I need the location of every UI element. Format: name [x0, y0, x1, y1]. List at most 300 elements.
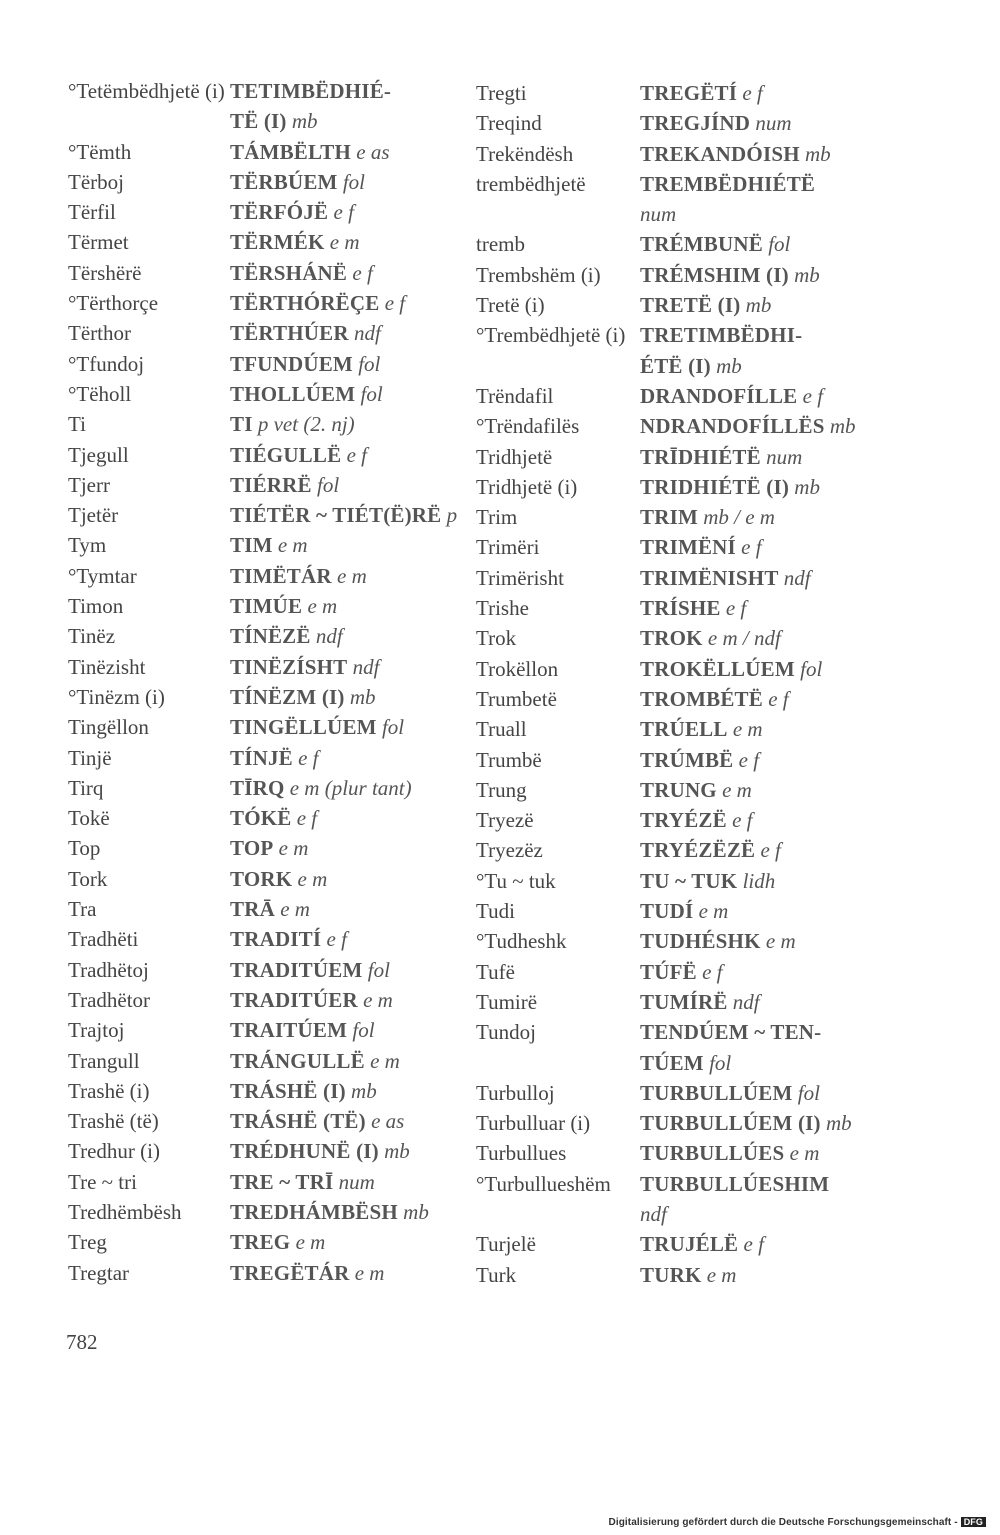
dictionary-entry: [476, 1169, 856, 1199]
headword: Tërboj: [68, 169, 124, 194]
grammar-label: num: [338, 1169, 375, 1194]
headword: Trimërisht: [476, 565, 564, 590]
grammar-label: mb: [804, 141, 831, 166]
equivalent-form: TËRTHÚER: [230, 321, 349, 346]
arbresh-equivalent: [230, 470, 339, 500]
headword: Tregti: [476, 81, 527, 105]
grammar-label: mb: [403, 1199, 429, 1224]
grammar-label: e as: [356, 139, 390, 164]
headword: °Tfundoj: [68, 351, 145, 376]
headword: °Tëholl: [68, 381, 132, 406]
arbresh-equivalent: [230, 379, 383, 409]
headword: Tundoj: [476, 1020, 536, 1045]
dictionary-entry: [476, 1048, 856, 1078]
dictionary-entry: [476, 442, 856, 472]
headword: Treg: [68, 1230, 107, 1255]
grammar-label: num: [755, 111, 792, 136]
headword: Turbulloj: [476, 1080, 555, 1105]
headword: Trok: [476, 626, 517, 651]
grammar-label: e m: [765, 929, 796, 954]
grammar-label: e f: [738, 747, 760, 772]
equivalent-form: TRIMËNÍ: [640, 535, 736, 560]
arbresh-equivalent: [230, 1046, 400, 1076]
equivalent-form: TRÉMSHIM (I): [640, 262, 789, 287]
equivalent-form: TRADITÚEM: [230, 957, 363, 982]
dictionary-entry: [68, 258, 448, 288]
equivalent-form: TIÉRRË: [230, 472, 312, 497]
arbresh-equivalent: [640, 593, 746, 623]
dictionary-entry: [68, 591, 448, 621]
dictionary-entry: [68, 379, 448, 409]
equivalent-form: TIMÚE: [230, 594, 303, 619]
arbresh-equivalent: [640, 199, 676, 229]
equivalent-form: TRAITÚEM: [230, 1018, 348, 1043]
grammar-label: e f: [702, 959, 723, 984]
arbresh-equivalent: [640, 1108, 852, 1138]
dictionary-entry: [476, 290, 856, 320]
grammar-label: p: [446, 503, 458, 528]
headword: Tradhëti: [68, 927, 139, 952]
dictionary-entry: [68, 955, 448, 985]
arbresh-equivalent: [640, 290, 771, 320]
equivalent-form: TURBULLÚEM: [640, 1080, 793, 1105]
grammar-label: e m: [329, 230, 360, 255]
grammar-label: e m: [789, 1141, 820, 1166]
dictionary-entry: [476, 169, 856, 199]
equivalent-form: TOP: [230, 836, 274, 861]
arbresh-equivalent: [640, 957, 722, 987]
arbresh-equivalent: [640, 835, 781, 865]
dictionary-entry: [476, 654, 856, 684]
grammar-label: e m: [277, 533, 308, 558]
headword: Tym: [68, 533, 107, 558]
arbresh-equivalent: [640, 1169, 829, 1199]
headword: Tufë: [476, 959, 515, 984]
grammar-label: num: [640, 202, 677, 227]
headword: Trashë (të): [68, 1109, 159, 1134]
headword: Tryezëz: [476, 838, 543, 863]
dictionary-entry: [476, 866, 856, 896]
headword: Tork: [68, 866, 108, 891]
headword: °Tu ~ tuk: [476, 868, 556, 893]
equivalent-form: TINËZÍSHT: [230, 654, 348, 679]
arbresh-equivalent: [230, 955, 390, 985]
equivalent-form: TRĀ: [230, 897, 275, 922]
headword: °Tëmth: [68, 139, 132, 164]
headword: Trokëllon: [476, 656, 559, 681]
grammar-label: e m: [354, 1260, 385, 1285]
grammar-label: e m: [363, 987, 393, 1012]
equivalent-form: TËRMÉK: [230, 230, 325, 255]
arbresh-equivalent: [640, 320, 802, 350]
arbresh-equivalent: [230, 743, 319, 773]
equivalent-form: TRETIMBËDHI-: [640, 323, 803, 348]
dictionary-entry: [476, 1017, 856, 1047]
dfg-logo: DFG: [961, 1517, 986, 1527]
equivalent-form: TÍNJË: [230, 745, 293, 770]
grammar-label: fol: [709, 1050, 732, 1075]
grammar-label: lidh: [742, 868, 776, 893]
dictionary-entry: [68, 318, 448, 348]
arbresh-equivalent: [230, 440, 367, 470]
dictionary-entry: [68, 409, 448, 439]
arbresh-equivalent: [640, 169, 815, 199]
equivalent-form: TRADITÚER: [230, 987, 358, 1012]
equivalent-form: TROK: [640, 626, 703, 651]
arbresh-equivalent: [230, 803, 317, 833]
arbresh-equivalent: [640, 775, 752, 805]
dictionary-entry: [68, 500, 458, 530]
equivalent-form: TUDÍ: [640, 899, 694, 924]
headword: Tretë (i): [476, 293, 545, 318]
dictionary-entry: [68, 1136, 448, 1166]
headword: Tregtar: [68, 1260, 130, 1285]
dictionary-entry: [476, 775, 856, 805]
equivalent-form: TREG: [230, 1230, 291, 1255]
arbresh-equivalent: [230, 773, 412, 803]
equivalent-form: TRIMËNISHT: [640, 565, 779, 590]
equivalent-form: TRETË (I): [640, 293, 741, 318]
arbresh-equivalent: [230, 137, 390, 167]
arbresh-equivalent: [640, 78, 763, 108]
dictionary-entry: [68, 682, 448, 712]
arbresh-equivalent: [640, 684, 789, 714]
arbresh-equivalent: [230, 591, 337, 621]
equivalent-form: TRÁSHË (TË): [230, 1109, 366, 1134]
dictionary-entry: [68, 137, 448, 167]
headword: Tjegull: [68, 442, 129, 467]
arbresh-equivalent: [230, 1076, 377, 1106]
grammar-label: e m: [278, 836, 309, 861]
grammar-label: e m (plur tant): [289, 775, 412, 800]
arbresh-equivalent: [640, 563, 811, 593]
dictionary-entry: [68, 227, 448, 257]
arbresh-equivalent: [230, 1167, 375, 1197]
arbresh-equivalent: [230, 1015, 375, 1045]
equivalent-form: TROKËLLÚEM: [640, 656, 795, 681]
dictionary-entry: [68, 712, 448, 742]
headword: Trekëndësh: [476, 141, 574, 166]
dictionary-entry: [68, 1167, 448, 1197]
dictionary-entry: [68, 773, 448, 803]
arbresh-equivalent: [640, 805, 752, 835]
dictionary-entry: [476, 1260, 856, 1290]
equivalent-form: TRUNG: [640, 777, 717, 802]
equivalent-form: TRÁSHË (I): [230, 1078, 346, 1103]
arbresh-equivalent: [640, 442, 802, 472]
grammar-label: fol: [342, 169, 366, 194]
equivalent-form: TURBULLÚESHIM: [640, 1171, 830, 1196]
grammar-label: e f: [732, 808, 753, 833]
equivalent-form: TË (I): [230, 109, 287, 134]
headword: °Tinëzm (i): [68, 684, 165, 709]
headword: °Tetëmbëdhjetë (i): [68, 79, 225, 103]
grammar-label: e m: [297, 866, 328, 891]
headword: Tërmet: [68, 230, 129, 255]
dictionary-entry: [476, 684, 856, 714]
grammar-label: fol: [358, 351, 381, 376]
dictionary-entry: [476, 78, 856, 108]
grammar-label: mb: [745, 293, 772, 318]
equivalent-form: TËRFÓJË: [230, 200, 329, 225]
dictionary-entry: [68, 894, 448, 924]
headword: °Tymtar: [68, 563, 137, 588]
dictionary-entry: [68, 288, 448, 318]
dictionary-entry: [68, 833, 448, 863]
equivalent-form: TRÚELL: [640, 717, 728, 742]
equivalent-form: TRADITÍ: [230, 927, 322, 952]
arbresh-equivalent: [230, 1258, 384, 1288]
equivalent-form: TRE ~ TRĪ: [230, 1169, 334, 1194]
dictionary-entry: [68, 76, 448, 106]
dictionary-entry: [476, 563, 856, 593]
dictionary-entry: [476, 139, 856, 169]
grammar-label: mb: [291, 109, 318, 134]
equivalent-form: TËRSHÁNË: [230, 260, 348, 285]
dictionary-entry: [476, 260, 856, 290]
grammar-label: e f: [296, 806, 318, 831]
dictionary-entry: [68, 167, 448, 197]
grammar-label: ndf: [352, 654, 380, 679]
arbresh-equivalent: [230, 894, 310, 924]
arbresh-equivalent: [230, 1197, 429, 1227]
arbresh-equivalent: [640, 108, 792, 138]
dictionary-entry: [68, 1106, 448, 1136]
arbresh-equivalent: [230, 924, 347, 954]
arbresh-equivalent: [230, 106, 318, 136]
headword: Turk: [476, 1262, 517, 1287]
arbresh-equivalent: [230, 500, 457, 530]
headword: Tokë: [68, 806, 110, 831]
headword: Treqind: [476, 111, 542, 136]
arbresh-equivalent: [640, 1017, 821, 1047]
equivalent-form: TRÚMBË: [640, 747, 734, 772]
arbresh-equivalent: [640, 926, 796, 956]
equivalent-form: TIÉTËR ~ TIÉT(Ë)RË: [230, 503, 442, 528]
grammar-label: mb: [349, 684, 376, 709]
equivalent-form: TÚFË: [640, 959, 697, 984]
equivalent-form: TREGËTÁR: [230, 1260, 350, 1285]
arbresh-equivalent: [640, 381, 823, 411]
grammar-label: mb: [825, 1111, 852, 1136]
equivalent-form: TFUNDÚEM: [230, 351, 353, 376]
headword: Tridhjetë (i): [476, 474, 578, 499]
arbresh-equivalent: [230, 197, 354, 227]
equivalent-form: TÁMBËLTH: [230, 139, 352, 164]
arbresh-equivalent: [640, 532, 762, 562]
dictionary-entry: [476, 472, 856, 502]
dictionary-entry: [68, 864, 448, 894]
arbresh-equivalent: [230, 1106, 404, 1136]
grammar-label: e m: [698, 899, 729, 924]
dictionary-entry: [476, 745, 856, 775]
grammar-label: e f: [802, 383, 824, 408]
equivalent-form: TETIMBËDHIÉ-: [230, 79, 392, 103]
grammar-label: fol: [316, 472, 340, 497]
equivalent-form: TIMËTÁR: [230, 563, 332, 588]
grammar-label: num: [766, 444, 803, 469]
arbresh-equivalent: [230, 833, 308, 863]
equivalent-form: TENDÚEM ~ TEN-: [640, 1020, 822, 1045]
headword: °Tërthorçe: [68, 291, 159, 316]
equivalent-form: NDRANDOFÍLLËS: [640, 414, 825, 439]
grammar-label: e f: [384, 291, 406, 316]
grammar-label: e f: [768, 686, 789, 711]
equivalent-form: ÉTË (I): [640, 353, 711, 378]
headword: Tjerr: [68, 472, 110, 497]
grammar-label: e f: [346, 442, 367, 467]
arbresh-equivalent: [230, 76, 391, 106]
grammar-label: e m: [706, 1262, 737, 1287]
dictionary-entry: [68, 1046, 448, 1076]
equivalent-form: TÍNËZM (I): [230, 684, 345, 709]
headword: Tridhjetë: [476, 444, 553, 469]
equivalent-form: TIÉGULLË: [230, 442, 342, 467]
headword: °Turbullueshëm: [476, 1171, 611, 1196]
grammar-label: e f: [326, 927, 347, 952]
dictionary-entry: [476, 1138, 856, 1168]
headword: °Trembëdhjetë (i): [476, 323, 626, 348]
equivalent-form: TRÉMBUNË: [640, 232, 763, 257]
dictionary-entry: [476, 229, 856, 259]
arbresh-equivalent: [230, 349, 380, 379]
arbresh-equivalent: [640, 260, 820, 290]
dictionary-entry: [476, 199, 856, 229]
equivalent-form: TËRBÚEM: [230, 169, 338, 194]
grammar-label: e m: [295, 1230, 326, 1255]
grammar-label: e m: [370, 1048, 400, 1073]
grammar-label: ndf: [315, 624, 343, 649]
equivalent-form: TUMÍRË: [640, 989, 728, 1014]
grammar-label: fol: [352, 1018, 375, 1043]
arbresh-equivalent: [640, 987, 760, 1017]
grammar-label: e f: [742, 81, 763, 105]
arbresh-equivalent: [640, 1048, 731, 1078]
equivalent-form: TRIM: [640, 505, 698, 530]
arbresh-equivalent: [230, 167, 365, 197]
grammar-label: e m: [307, 594, 338, 619]
grammar-label: fol: [768, 232, 791, 257]
dictionary-entry: [476, 714, 856, 744]
grammar-label: e f: [725, 596, 747, 621]
dictionary-entry: [476, 957, 856, 987]
dictionary-entry: [476, 926, 856, 956]
headword: Timon: [68, 594, 124, 619]
equivalent-form: TROMBÉTË: [640, 686, 763, 711]
headword: Tre ~ tri: [68, 1169, 137, 1194]
equivalent-form: TÚEM: [640, 1050, 704, 1075]
grammar-label: fol: [360, 381, 383, 406]
headword: trembëdhjetë: [476, 171, 586, 196]
equivalent-form: TĪRQ: [230, 775, 285, 800]
arbresh-equivalent: [640, 1229, 764, 1259]
headword: Tërfil: [68, 200, 116, 225]
grammar-label: mb: [384, 1139, 410, 1164]
headword: Trishe: [476, 596, 529, 621]
headword: Tjetër: [68, 503, 119, 528]
dictionary-entry: [68, 652, 448, 682]
headword: Tredhur (i): [68, 1139, 160, 1164]
headword: tremb: [476, 232, 525, 257]
equivalent-form: TUDHÉSHK: [640, 929, 761, 954]
grammar-label: e m: [337, 563, 367, 588]
arbresh-equivalent: [640, 1078, 820, 1108]
dictionary-entry: [476, 532, 856, 562]
arbresh-equivalent: [640, 1260, 736, 1290]
headword: Tra: [68, 897, 97, 922]
dictionary-entry: [68, 349, 448, 379]
arbresh-equivalent: [640, 623, 781, 653]
dictionary-entry: [476, 1199, 856, 1229]
dictionary-entry: [68, 530, 448, 560]
headword: Trangull: [68, 1048, 140, 1073]
arbresh-equivalent: [230, 561, 367, 591]
equivalent-form: TRĪDHIÉTË: [640, 444, 761, 469]
equivalent-form: THOLLÚEM: [230, 381, 356, 406]
arbresh-equivalent: [640, 351, 742, 381]
equivalent-form: TREMBËDHIÉTË: [640, 171, 816, 196]
arbresh-equivalent: [230, 1136, 410, 1166]
arbresh-equivalent: [640, 502, 775, 532]
arbresh-equivalent: [640, 866, 775, 896]
grammar-label: fol: [797, 1080, 820, 1105]
equivalent-form: TÍNËZË: [230, 624, 311, 649]
arbresh-equivalent: [230, 864, 327, 894]
equivalent-form: TU ~ TUK: [640, 868, 738, 893]
dictionary-entry: [476, 502, 856, 532]
grammar-label: ndf: [640, 1201, 667, 1226]
headword: Trajtoj: [68, 1018, 125, 1043]
dictionary-entry: [68, 803, 448, 833]
grammar-label: e f: [743, 1232, 764, 1257]
arbresh-equivalent: [230, 530, 308, 560]
arbresh-equivalent: [230, 682, 376, 712]
equivalent-form: TRUJÉLË: [640, 1232, 739, 1257]
arbresh-equivalent: [640, 1199, 667, 1229]
headword: Ti: [68, 412, 86, 437]
headword: Tërthor: [68, 321, 131, 346]
equivalent-form: TRÉDHUNË (I): [230, 1139, 379, 1164]
arbresh-equivalent: [230, 288, 405, 318]
dictionary-entry: [476, 623, 856, 653]
headword: Top: [68, 836, 101, 861]
dictionary-entry: [68, 924, 448, 954]
dictionary-entry: [68, 440, 448, 470]
arbresh-equivalent: [640, 472, 820, 502]
grammar-label: e f: [760, 838, 781, 863]
grammar-label: fol: [367, 957, 390, 982]
grammar-label: e f: [741, 535, 762, 560]
headword: Turjelë: [476, 1232, 536, 1257]
dictionary-entry: [476, 896, 856, 926]
headword: Trumbë: [476, 747, 542, 772]
equivalent-form: TREKANDÓISH: [640, 141, 800, 166]
headword: Tirq: [68, 775, 104, 800]
arbresh-equivalent: [230, 258, 373, 288]
grammar-label: mb: [351, 1078, 377, 1103]
headword: Tredhëmbësh: [68, 1199, 182, 1224]
arbresh-equivalent: [230, 985, 393, 1015]
grammar-label: e f: [333, 200, 354, 225]
headword: Tinjë: [68, 745, 112, 770]
dictionary-entry: [476, 351, 856, 381]
dictionary-entry: [476, 1078, 856, 1108]
equivalent-form: TURBULLÚEM (I): [640, 1111, 821, 1136]
grammar-label: mb / e m: [703, 505, 775, 530]
equivalent-form: TRÁNGULLË: [230, 1048, 365, 1073]
grammar-label: mb: [794, 474, 820, 499]
equivalent-form: TURK: [640, 1262, 702, 1287]
